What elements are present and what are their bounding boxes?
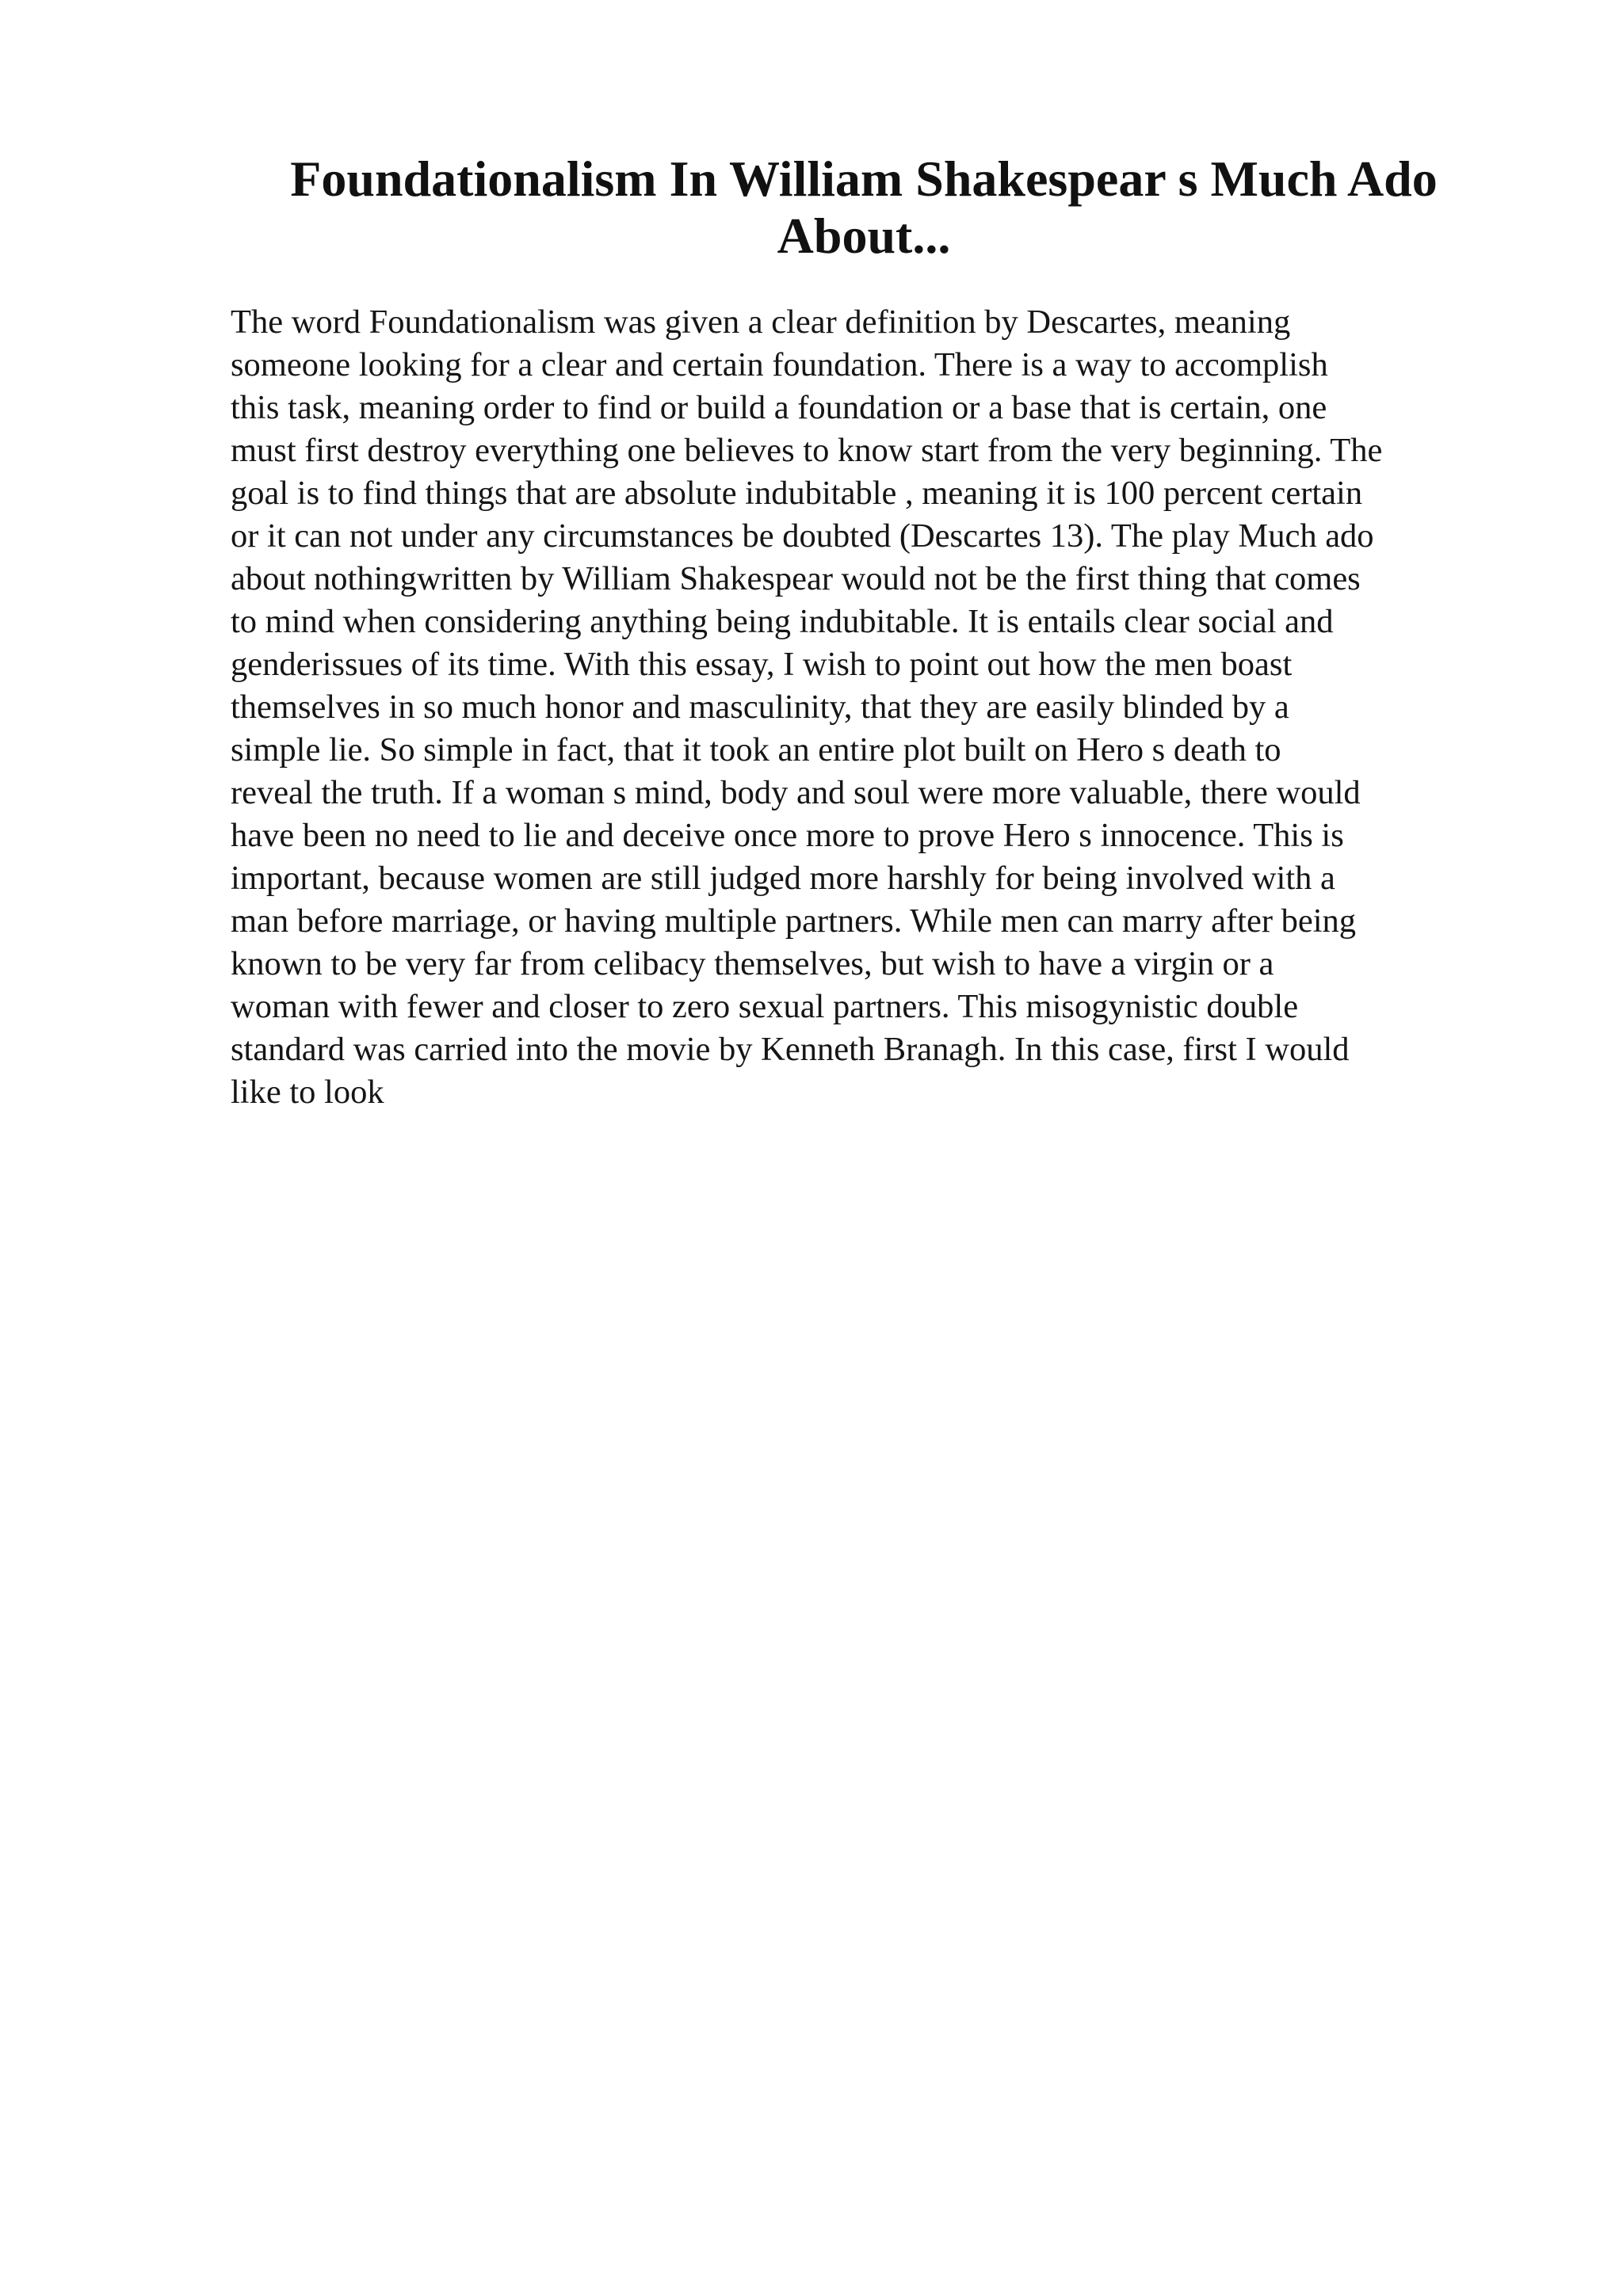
body-paragraph (231, 301, 1530, 1114)
body-line: goal is to find things that are absolute indubitable , meaning it is 100 percent certain (231, 475, 1363, 512)
body-line: to mind when considering anything being indubitable. It is entails clear social and (231, 603, 1334, 640)
title-line: Foundationalism In William Shakespear s Much Ado (290, 151, 1438, 207)
body-line: have been no need to lie and deceive once more to prove Hero s innocence. This is (231, 817, 1344, 854)
body-line: genderissues of its time. With this essay, I wish to point out how the men boast (231, 646, 1293, 683)
body-line: important, because women are still judged more harshly for being involved with a (231, 860, 1335, 897)
body-line: this task, meaning order to find or build a foundation or a base that is certain, one (231, 389, 1327, 426)
body-line: or it can not under any circumstances be doubted (Descartes 13). The play Much ado (231, 517, 1374, 555)
body-line: must first destroy everything one believes to know start from the very beginning. The (231, 432, 1383, 469)
body-line: someone looking for a clear and certain foundation. There is a way to accomplish (231, 346, 1328, 383)
body-line: known to be very far from celibacy themselves, but wish to have a virgin or a (231, 945, 1274, 982)
body-line: standard was carried into the movie by Kenneth Branagh. In this case, first I would (231, 1031, 1350, 1068)
body-line: man before marriage, or having multiple partners. While men can marry after being (231, 902, 1357, 940)
body-line: woman with fewer and closer to zero sexual partners. This misogynistic double (231, 988, 1299, 1025)
body-line: The word Foundationalism was given a clear definition by Descartes, meaning (231, 303, 1291, 341)
title-line: About... (777, 208, 951, 264)
body-line: about nothingwritten by William Shakespear would not be the first thing that comes (231, 560, 1361, 597)
body-line: like to look (231, 1074, 384, 1111)
document-title (230, 151, 1498, 265)
body-line: simple lie. So simple in fact, that it took an entire plot built on Hero s death to (231, 731, 1281, 769)
body-line: reveal the truth. If a woman s mind, body and soul were more valuable, there would (231, 774, 1361, 811)
body-line: themselves in so much honor and masculinity, that they are easily blinded by a (231, 688, 1289, 726)
